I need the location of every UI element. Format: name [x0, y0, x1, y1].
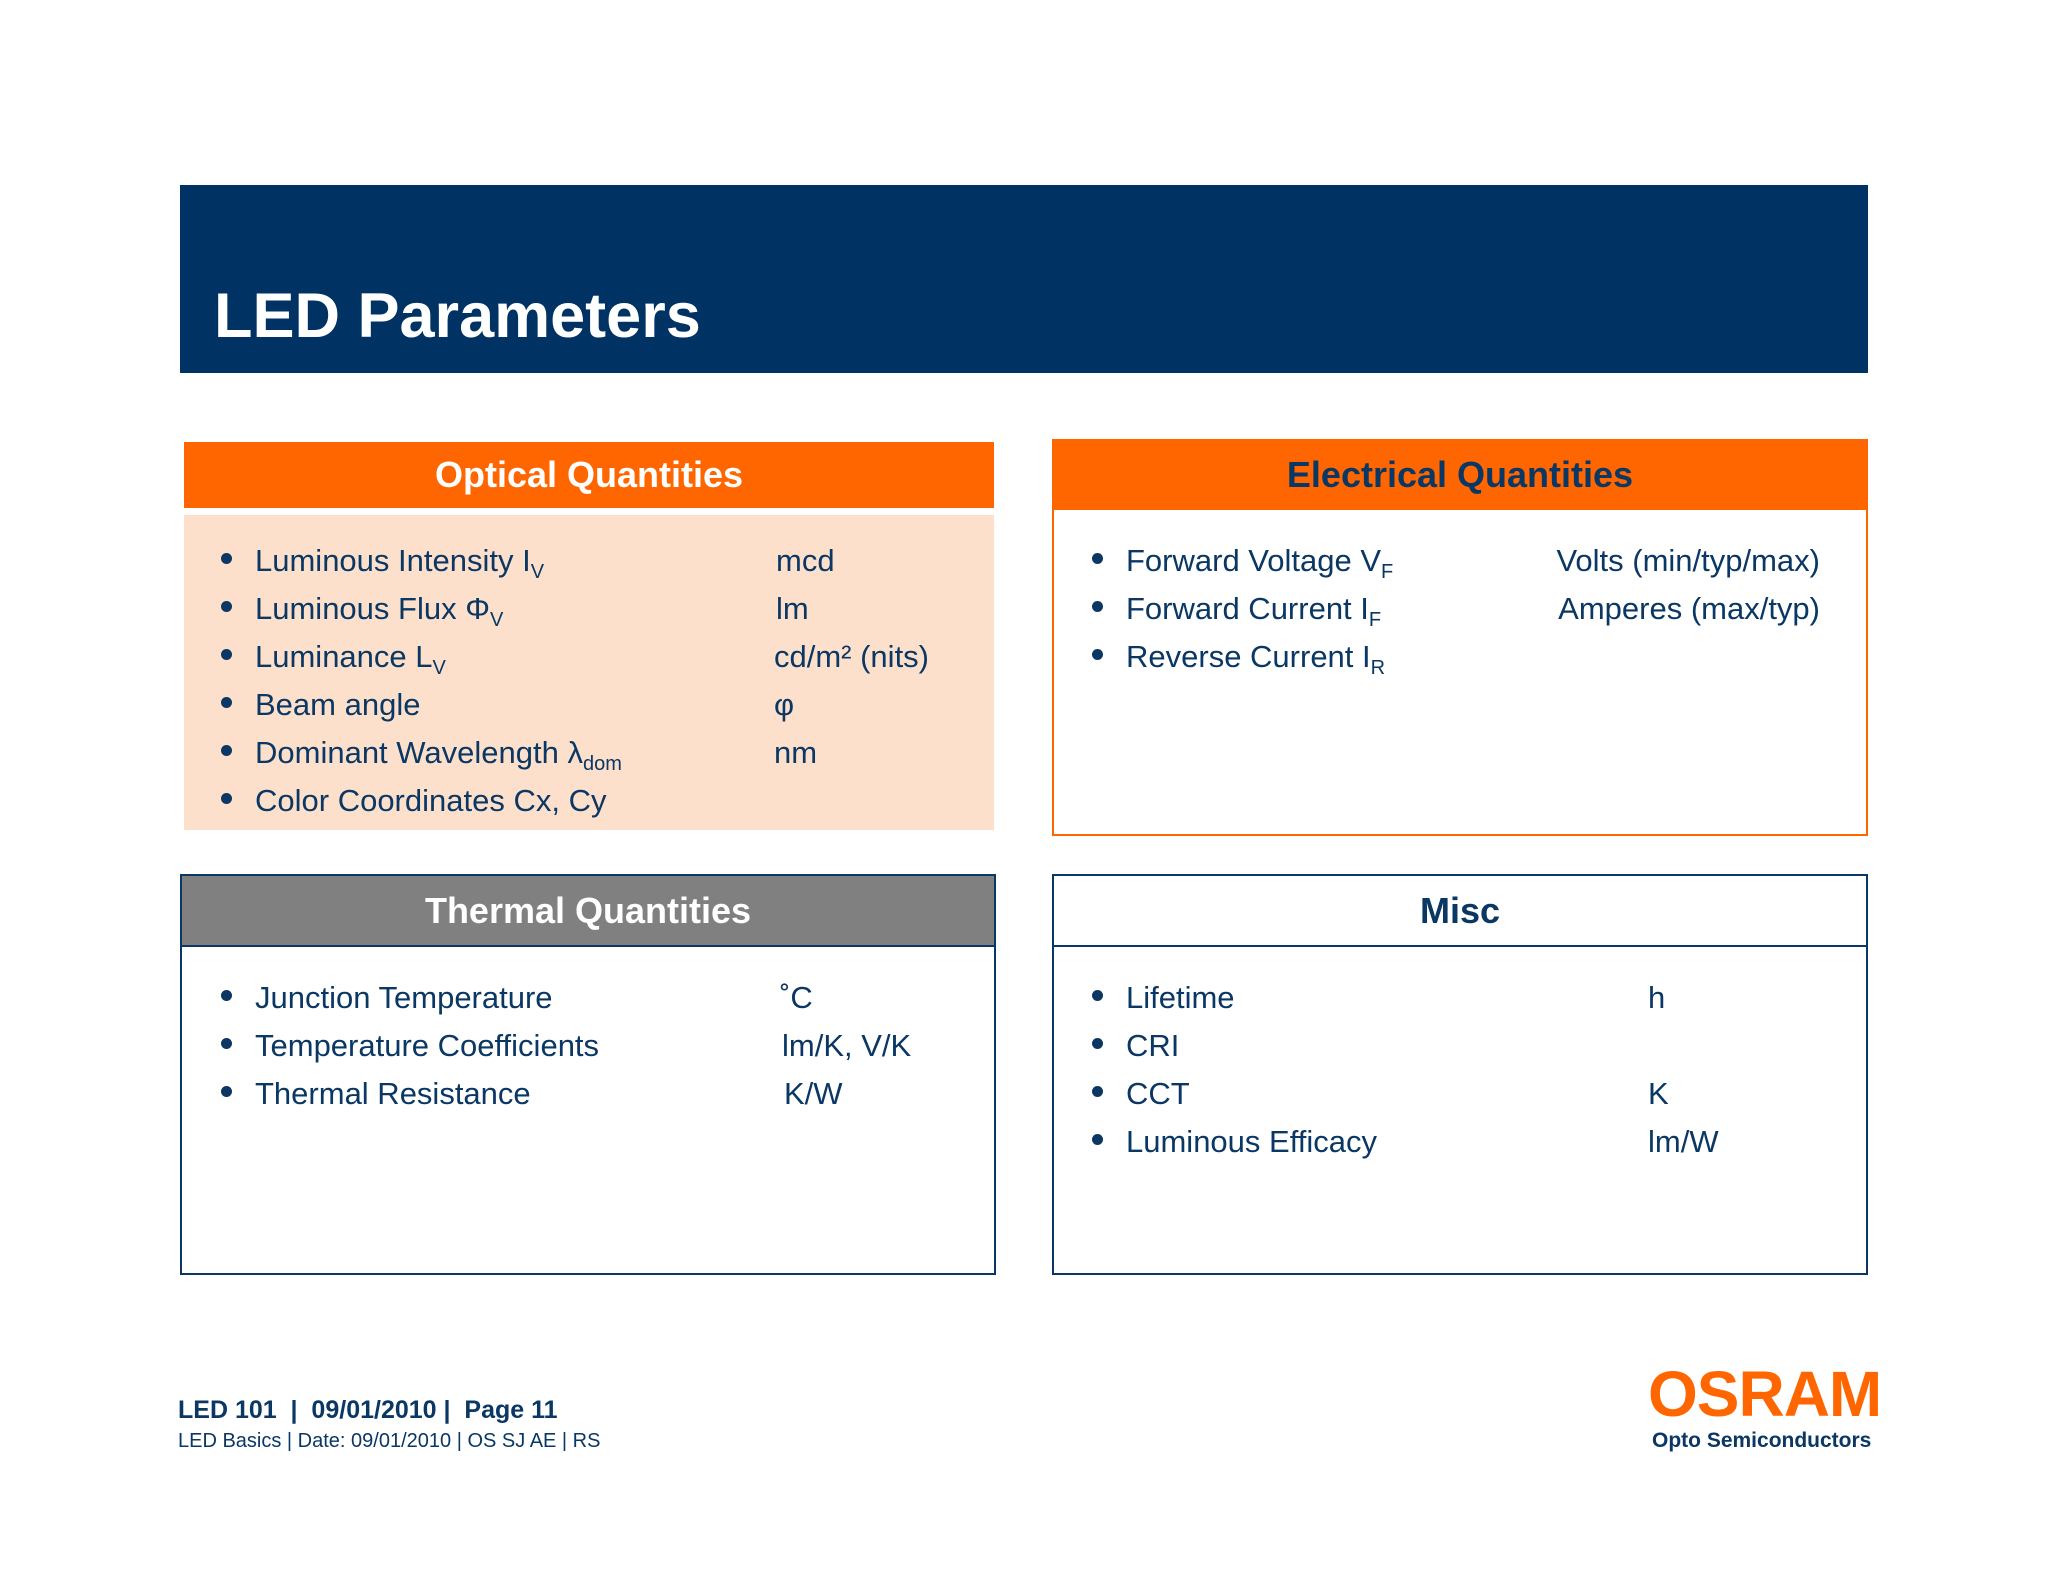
thermal-item-unit: ˚C [780, 980, 813, 1015]
optical-body [184, 515, 994, 830]
misc-item-label: Luminous Efficacy [1126, 1124, 1377, 1159]
bullet-icon [221, 1086, 232, 1097]
bullet-icon [221, 649, 232, 660]
bullet-icon [221, 793, 232, 804]
optical-item-unit: cd/m² (nits) [774, 639, 929, 674]
bullet-icon [1092, 649, 1103, 660]
bullet-icon [221, 553, 232, 564]
misc-item-unit: h [1648, 980, 1666, 1015]
electrical-item-label: Forward Current $I_F$ [1126, 591, 1382, 631]
electrical-body [1054, 512, 1866, 834]
electrical-item-unit: Volts (min/typ/max) [1556, 543, 1820, 578]
optical-quantities-panel [184, 442, 994, 830]
thermal-item-label: Junction Temperature [255, 980, 553, 1015]
optical-item-label: Luminous Intensity $I_V$ [255, 543, 545, 583]
footer-page-info: LED 101 | 09/01/2010 | Page 11 [178, 1396, 558, 1424]
misc-item-label: CCT [1126, 1076, 1190, 1111]
optical-item-label: Luminous Flux $\Phi_V$ [255, 591, 504, 631]
bullet-icon [221, 1038, 232, 1049]
thermal-quantities-panel [180, 874, 996, 1275]
optical-item-unit: lm [776, 591, 809, 626]
bullet-icon [221, 697, 232, 708]
thermal-header: Thermal Quantities [182, 876, 994, 947]
optical-item-label: Dominant Wavelength $\lambda_{dom}$ [255, 735, 622, 775]
thermal-body [182, 949, 994, 1273]
electrical-item-label: Forward Voltage $V_F$ [1126, 543, 1394, 583]
footer-details: LED Basics | Date: 09/01/2010 | OS SJ AE | RS [178, 1430, 601, 1452]
thermal-item-unit: lm/K, V/K [782, 1028, 912, 1063]
electrical-quantities-panel [1052, 439, 1868, 836]
page-title: LED Parameters [214, 281, 701, 351]
optical-item-unit: mcd [776, 543, 835, 578]
misc-header: Misc [1054, 876, 1866, 947]
optical-item-label: Beam angle [255, 687, 421, 722]
electrical-header: Electrical Quantities [1052, 439, 1868, 510]
misc-item-unit: K [1648, 1076, 1669, 1111]
bullet-icon [221, 601, 232, 612]
misc-item-label: CRI [1126, 1028, 1180, 1063]
misc-item-unit: lm/W [1648, 1124, 1719, 1159]
thermal-item-unit: K/W [784, 1076, 843, 1111]
bullet-icon [1092, 601, 1103, 612]
optical-item-unit: φ [774, 687, 795, 722]
bullet-icon [1092, 1038, 1103, 1049]
thermal-item-label: Temperature Coefficients [255, 1028, 600, 1063]
bullet-icon [221, 990, 232, 1001]
optical-item-unit: nm [774, 735, 818, 770]
misc-item-label: Lifetime [1126, 980, 1235, 1015]
optical-header: Optical Quantities [184, 442, 994, 508]
optical-item-label: Luminance $L_V$ [255, 639, 446, 679]
electrical-item-unit: Amperes (max/typ) [1558, 591, 1820, 626]
misc-body [1054, 949, 1866, 1273]
osram-logo: OSRAM [1648, 1358, 1882, 1430]
misc-panel [1052, 874, 1868, 1275]
bullet-icon [1092, 553, 1103, 564]
electrical-item-label: Reverse Current $I_R$ [1126, 639, 1386, 679]
bullet-icon [1092, 1086, 1103, 1097]
title-bar [180, 185, 1868, 373]
bullet-icon [1092, 1134, 1103, 1145]
optical-item-label: Color Coordinates Cx, Cy [255, 783, 607, 818]
osram-logo-subtitle: Opto Semiconductors [1652, 1429, 1872, 1452]
bullet-icon [1092, 990, 1103, 1001]
bullet-icon [221, 745, 232, 756]
thermal-item-label: Thermal Resistance [255, 1076, 531, 1111]
